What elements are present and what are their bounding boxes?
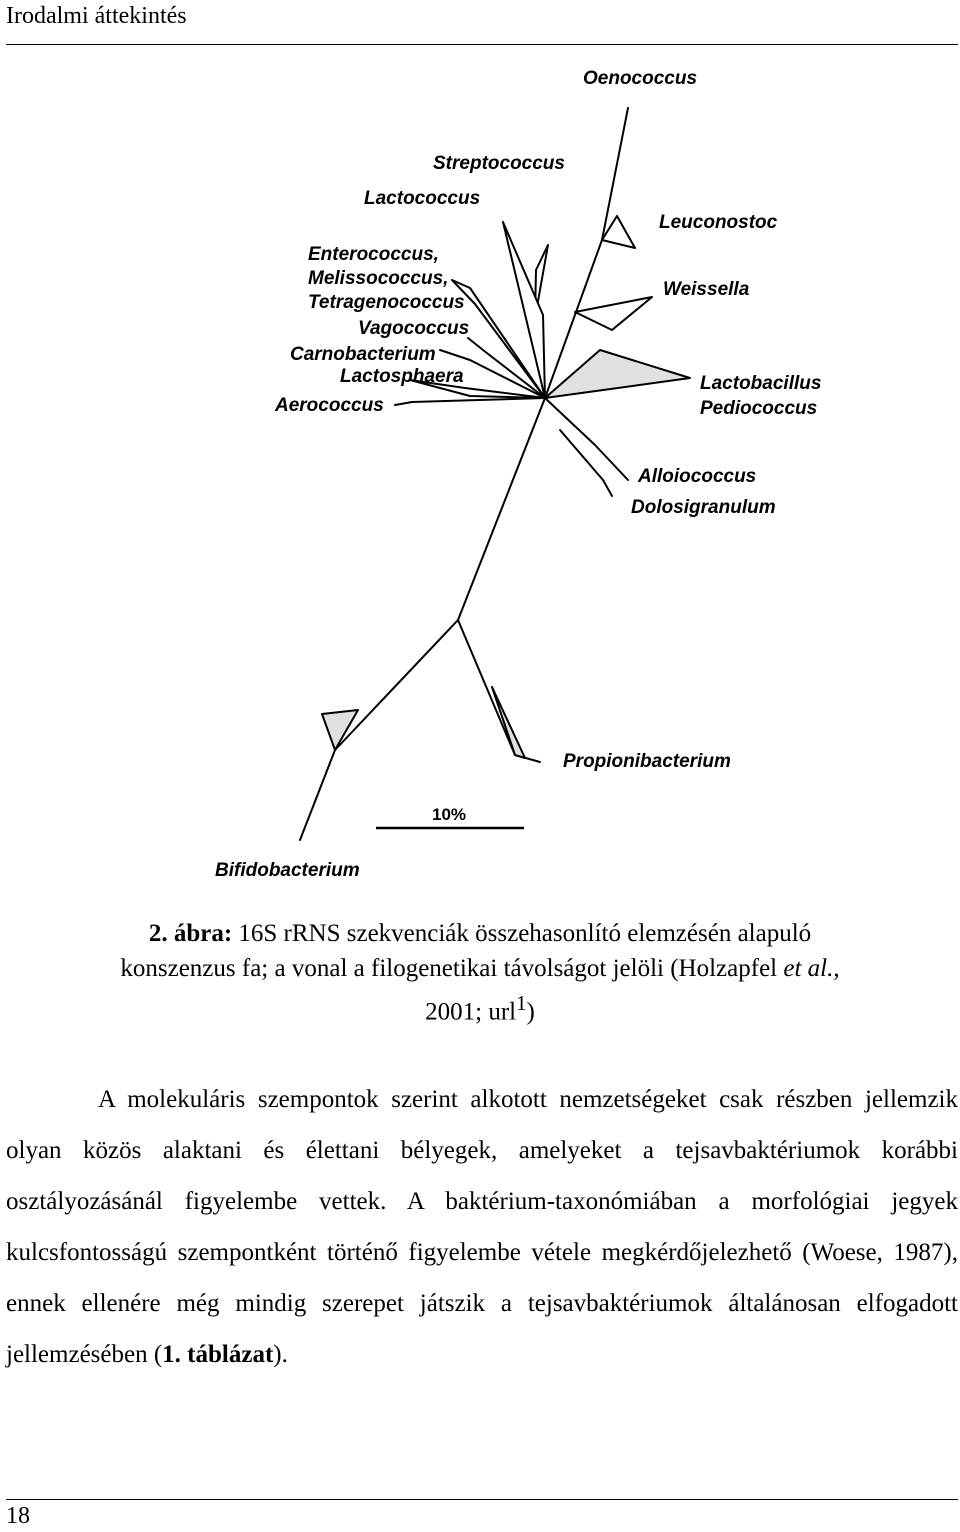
phylogenetic-tree bbox=[0, 50, 960, 910]
et-al: et al. bbox=[783, 955, 834, 982]
propionibacterium-branch bbox=[458, 620, 540, 762]
label-melissococcus: Melissococcus, bbox=[308, 268, 449, 289]
label-aerococcus: Aerococcus bbox=[275, 395, 384, 416]
leuconostoc-wedge bbox=[602, 216, 635, 248]
tree-branches bbox=[300, 108, 690, 840]
aerococcus-branch bbox=[395, 398, 545, 405]
label-weissella: Weissella bbox=[663, 279, 750, 300]
label-pediococcus: Pediococcus bbox=[700, 398, 818, 419]
page-number: 18 bbox=[6, 1503, 30, 1529]
footer-rule bbox=[6, 1499, 958, 1500]
section-title: Irodalmi áttekintés bbox=[6, 3, 187, 29]
header-rule bbox=[6, 44, 958, 45]
label-oenococcus: Oenococcus bbox=[583, 68, 698, 89]
label-streptococcus: Streptococcus bbox=[433, 153, 565, 174]
phylogenetic-tree-figure bbox=[0, 50, 960, 910]
dolosigranulum-branch bbox=[560, 430, 612, 496]
url-footnote-ref: 1 bbox=[516, 991, 527, 1015]
label-lactococcus: Lactococcus bbox=[364, 188, 481, 209]
propionibacterium-wedge bbox=[492, 687, 525, 758]
paragraph-text: A molekuláris szempontok szerint alkotott nemzetségeket csak részben jellemzik olyan közös alaktani és élettani bélyegek, amelyeket a tejsavbaktériumok korábbi osztályozásánál figyelembe vettek. A baktérium-taxonómiában a morfológiai jegyek kulcsfontosságú szempontként történő figyelembe vétele megkérdőjelezhető (Woese, 1987), ennek ellenére még mindig szerepet játszik a tejsavbaktériumok általánosan elfogadott jellemzésében (1. táblázat). bbox=[6, 1086, 958, 1368]
label-dolosigranulum: Dolosigranulum bbox=[631, 497, 776, 518]
figure-number: 2. ábra: bbox=[148, 920, 233, 947]
label-vagococcus: Vagococcus bbox=[358, 318, 470, 339]
alloiococcus-branch bbox=[545, 398, 628, 480]
caption-line-3: 2001; url$^1$) bbox=[425, 991, 535, 1026]
label-enterococcus: Enterococcus, bbox=[308, 244, 439, 265]
label-carnobacterium: Carnobacterium bbox=[290, 344, 436, 365]
label-leuconostoc: Leuconostoc bbox=[659, 212, 778, 233]
label-lactosphaera: Lactosphaera bbox=[340, 366, 464, 387]
label-bifidobacterium: Bifidobacterium bbox=[215, 860, 360, 881]
scale-bar-label: 10% bbox=[432, 805, 467, 824]
lactobacillus-wedge bbox=[545, 350, 690, 398]
figure-caption bbox=[0, 916, 960, 1029]
table-reference: 1. táblázat bbox=[162, 1341, 274, 1368]
weissella-wedge bbox=[575, 297, 652, 330]
caption-line-1: 2. ábra: 16S rRNS szekvenciák összehasonlító elemzésén alapuló bbox=[148, 920, 812, 947]
caption-line-2: konszenzus fa; a vonal a filogenetikai távolságot jelöli (Holzapfel et al., bbox=[120, 955, 840, 982]
label-propionibacterium: Propionibacterium bbox=[563, 751, 731, 772]
running-header bbox=[6, 0, 958, 46]
label-lactobacillus: Lactobacillus bbox=[700, 373, 822, 394]
label-alloiococcus: Alloiococcus bbox=[638, 466, 757, 487]
label-tetragenococcus: Tetragenococcus bbox=[308, 292, 465, 313]
body-paragraph bbox=[6, 1074, 958, 1380]
